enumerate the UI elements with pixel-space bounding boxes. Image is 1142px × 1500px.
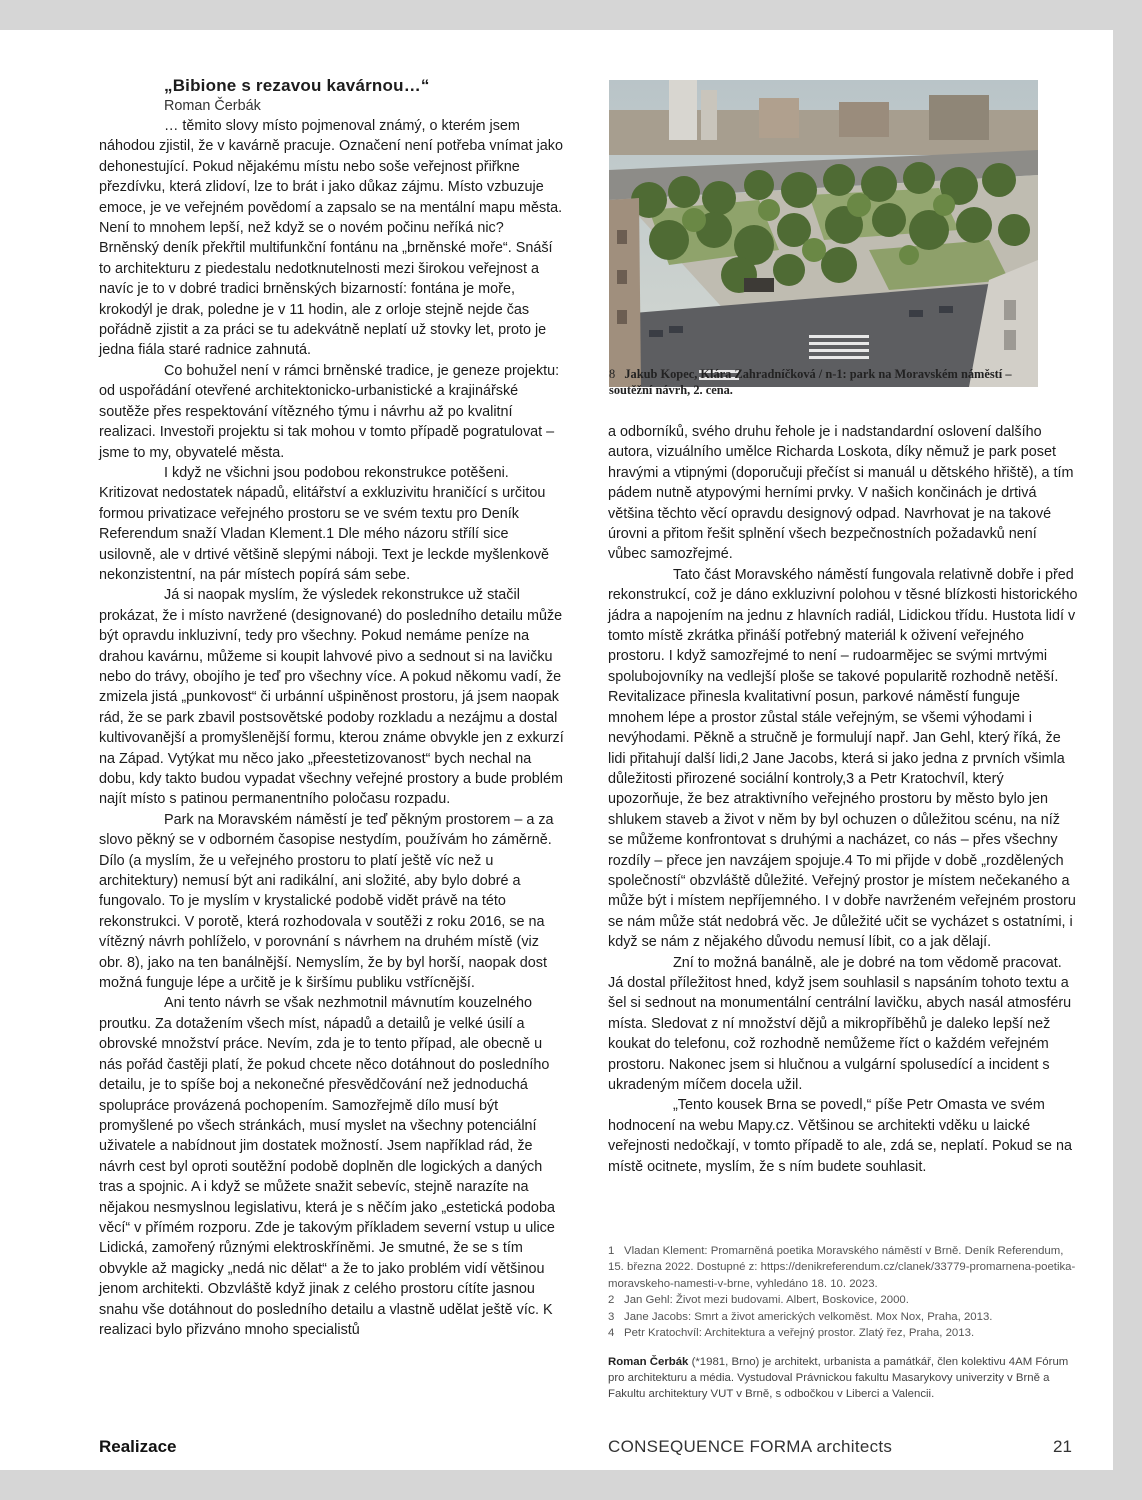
- article-paragraph: Park na Moravském náměstí je teď pěkným prostorem – a za slovo pěkný se v odborném časopise nestydím, používám ho záměrně. Dílo (a myslím, že u veřejného prostoru to platí ještě víc než u architektury) nemusí být ani radikální, ani složité, aby bylo dobré a fungovalo. To je myslím v krystalické podobě vidět právě na této rekonstrukci. V porotě, která rozhodovala v soutěži z roku 2016, se na vítězný návrh pohlíželo, v porovnání s návrhem na druhém místě (viz obr. 8), jako na ten banálnější. Nemyslím, že by byl horší, naopak dost možná funguje lépe a určitě je k širšímu publiku vstřícnější.: [99, 811, 554, 992]
- footnote-text: Petr Kratochvíl: Architektura a veřejný prostor. Zlatý řez, Praha, 2013.: [624, 1327, 975, 1340]
- footnote-text: Jane Jacobs: Smrt a život amerických velkoměst. Mox Nox, Praha, 2013.: [624, 1310, 993, 1323]
- article-paragraph: Já si naopak myslím, že výsledek rekonstrukce už stačil prokázat, že i místo navržené (designované) do posledního detailu může být opravdu inkluzivní, tedy pro všechny. Pokud nemáme peníze na drahou kavárnu, můžeme si koupit lahvové pivo a sednout si na lavičku nebo do trávy, obojího je teď pro všechny více. A pokud někomu vadí, že zmizela jistá „punkovost“ či urbánní ušpiněnost prostoru, já jsem naopak rád, že se park zbavil postsovětské podoby rozkladu a nezájmu a dostal kultivovanější a promyšlenější formu, kterou známe obvykle jen z exkurzí na Západ. Vytýkat mu něco jako „přeestetizovanost“ bych nechal na dobu, kdy takto budou vypadat všechny veřejné prostory a bude problém najít místo s patinou permanentního poločasu rozpadu.: [99, 587, 564, 808]
- article-paragraph: Zní to možná banálně, ale je dobré na tom vědomě pracovat. Já dostal příležitost hned, když jsem souhlasil s napsáním tohoto textu a šel si sednout na monumentální centrální lavičku, abych nasál atmosféru místa. Sledovat z ní množství dějů a mikropříběhů je daleko lepší než koukat do telefonu, což rozhodně nemůžeme říct o každém veřejném prostoru. Nakonec jsem si hlučnou a vulgární spolusedící a incident s ukradeným míčem docela užil.: [608, 954, 1072, 1093]
- footnotes: [608, 1243, 1078, 1341]
- footnote: [608, 1243, 1078, 1292]
- author-bio: [608, 1354, 1078, 1402]
- footnote-number: 1: [608, 1245, 615, 1257]
- article-paragraph: I když ne všichni jsou podobou rekonstrukce potěšeni. Kritizovat nedostatek nápadů, elitářství a exkluzivitu hraničící s určitou formou privatizace veřejného prostoru se ve svém textu pro Deník Referendum snaží Vladan Klement.1 Dle mého názoru střílí sice usilovně, ale v drtivé většině slepými náboji. Text je leckde myšlenkově nekonzistentní, na pár místech popírá sám sebe.: [99, 464, 550, 583]
- figure-caption-text: Jakub Kopec, Klára Zahradníčková / n-1: park na Moravském náměstí – soutěžní návrh, 2. cena.: [609, 367, 1012, 397]
- article-paragraph: Ani tento návrh se však nezhmotnil mávnutím kouzelného proutku. Za dotažením všech míst, nápadů a detailů je velké úsilí a obrovské množství práce. Nevím, zda je to tento případ, ale obecně u nás pořád častěji platí, že pokud chcete něco dotáhnout do posledního detailu, je to spíše boj a nekonečné přesvědčování než jednoduchá spolupráce provázená pochopením. Samozřejmě dílo musí být promyšlené po všech stránkách, musí myslet na všechny potenciální uživatele a nabídnout jim dostatek možností. Jsem například rád, že návrh cest byl oproti soutěžní podobě doplněn dle logických a daných tras a spojnic. A i když se můžete snažit sebevíc, stejně narazíte na nějakou nesmyslnou legislativu, která je s něčím jako „estetická podoba věcí“ v přímém rozporu. Zde je takovým příkladem severní vstup u ulice Lidická, zamořený různými elektroskříněmi. Je smutné, že se s tím obvykle až magicky „nedá nic dělat“ a že to jako problém vidí většinou jenom architekti. Obzvláště když jinak z celého prostoru cítíte jasnou snahu vše dotáhnout do posledního detailu a vlastně udělat ještě víc. K realizaci bylo přizváno mnoho specialistů: [99, 995, 555, 1338]
- footer-brand: CONSEQUENCE FORMA architects: [608, 1437, 893, 1456]
- footnote-text: Vladan Klement: Promarněná poetika Moravského náměstí v Brně. Deník Referendum, 15. března 2022. Dostupné z: https://denikreferendum.cz/clanek/33779-promarnena-poetika-moravskeho-namesti-v-brne, vyhledáno 18. 10. 2023.: [608, 1245, 1076, 1290]
- footnote-text: Jan Gehl: Život mezi budovami. Albert, Boskovice, 2000.: [624, 1294, 909, 1307]
- footnote: [608, 1325, 1078, 1341]
- left-column: [99, 76, 565, 1340]
- article-paragraph: … těmito slovy místo pojmenoval známý, o kterém jsem náhodou zjistil, že v kavárně pracuje. Označení není potřeba vnímat jako dehonestující. Pokud nějakému místu nebo soše veřejnost přiřkne přezdívku, která zlidoví, lze to brát i jako důkaz zájmu. Místo vzbuzuje emoce, je ve veřejném povědomí a zapsalo se na mentální mapu města. Není to mnohem lepší, než když se o novém počinu neříká nic? Brněnský deník překřtil multifunkční fontánu na „brněnské moře“. Snáší to architekturu z piedestalu nedotknutelnosti mezi širokou veřejnost a navíc je to v dobré tradici brněnských bizarností: fontána je moře, krokodýl je drak, poledne je v 11 hodin, ale z orloje stejně nejde čas pořádně zjistit a za práci se tu adekvátně neplatí už stovky let, proto je jedna fiála staré radnice zahnutá.: [99, 118, 563, 359]
- footnote: [608, 1292, 1078, 1308]
- article-title: „Bibione s rezavou kavárnou…“: [164, 76, 430, 95]
- bio-name: Roman Čerbák: [608, 1356, 689, 1368]
- figure-caption: [609, 366, 1038, 398]
- figure-number: 8: [609, 367, 616, 381]
- article-paragraph: „Tento kousek Brna se povedl,“ píše Petr Omasta ve svém hodnocení na webu Mapy.cz. Většinou se architekti vděku u laické veřejnosti nedočkají, v tomto případě to ale, zdá se, neplatí. Pokud se na místě ocitnete, myslím, že s ním budete souhlasit.: [608, 1097, 1072, 1175]
- bio-text: (*1981, Brno) je architekt, urbanista a památkář, člen kolektivu 4AM Fórum pro architekturu a média. Vystudoval Právnickou fakultu Masarykovy univerzity v Brně a Fakultu architektury VUT v Brně, s odbočkou v Liberci a Valencii.: [608, 1356, 1069, 1400]
- magazine-page: [0, 30, 1113, 1470]
- right-column: [608, 422, 1078, 1177]
- page-number: 21: [1053, 1437, 1072, 1456]
- footnote: [608, 1309, 1078, 1325]
- article-paragraph: a odborníků, svého druhu řehole je i nadstandardní oslovení dalšího autora, vizuálního umělce Richarda Loskota, díky němuž je park poset hravými a vtipnými (doporučuji přečíst si manuál u dětského hřiště), a tím pádem nutně atypovými herními prvky. V našich končinách je drtivá většina těchto věcí opravdu designový odpad. Navrhovat je na takové úrovni a přitom řešit splnění všech bezpečnostních požadavků není vůbec samozřejmé.: [608, 424, 1074, 563]
- footnote-number: 4: [608, 1327, 615, 1340]
- footer-section-label: Realizace: [99, 1437, 177, 1456]
- park-aerial-photo: [609, 80, 1038, 387]
- article-paragraph: Tato část Moravského náměstí fungovala relativně dobře i před rekonstrukcí, což je dáno exkluzivní polohou v těsné blízkosti historického jádra a napojením na jednu z hlavních radiál, Lidickou třídu. Hustota lidí v tomto místě zkrátka přináší potřebný materiál k oživení veřejného prostoru. I když samozřejmé to není – rudoarmějec se svými mrtvými spolubojovníky na vedlejší ploše se takové popularitě rozhodně netěší. Revitalizace přinesla kvalitativní posun, parkové náměstí funguje mnohem lépe a prostor zůstal stále veřejným, se všemi výhodami i nevýhodami. Pěkně a stručně je formulují např. Jan Gehl, který říká, že lidi přitahují další lidi,2 Jane Jacobs, která si jako jedna z prvních všimla důležitosti přirozené sociální kontroly,3 a Petr Kratochvíl, který upozorňuje, že bez atraktivního veřejného prostoru by město bylo jen shlukem staveb a život v něm by byl ochuzen o důležitou scénu, na níž se můžeme konfrontovat s druhými a nacházet, co nás – přes všechny rozdíly – přece jen navzájem spojuje.4 To mi přijde v době „rozdělených společností“ obzvláště důležité. Veřejný prostor je místem nečekaného a může být i místem nepříjemného. I v dobře navrženém veřejném prostoru se nám může stát nedobrá věc. Je důležité učit se vycházet s ostatními, i když se nám z nějakého důvodu nemusí líbit, co a jak dělají.: [608, 566, 1078, 951]
- article-author: Roman Čerbák: [164, 98, 261, 114]
- article-paragraph: Co bohužel není v rámci brněnské tradice, je geneze projektu: od uspořádání otevřené architektonicko-urbanistické a krajinářské soutěže přes respektování vítězného týmu i návrhu až po kvalitní realizaci. Investoři projektu si tak mohou v tomto případě pogratulovat – jsme to my, obyvatelé města.: [99, 362, 560, 461]
- footnote-number: 3: [608, 1310, 615, 1323]
- footnote-number: 2: [608, 1294, 615, 1307]
